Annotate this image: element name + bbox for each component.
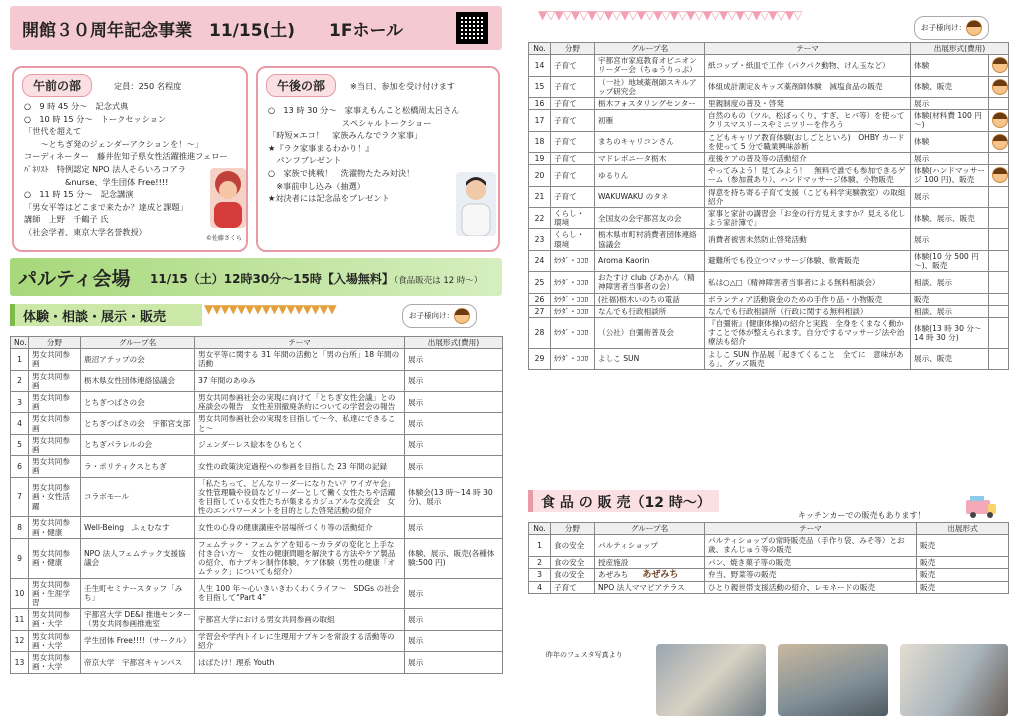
table-row — [529, 131, 1009, 152]
pm-box — [256, 66, 500, 252]
table-row — [529, 582, 1009, 594]
row-theme: 女性の心身の健康講座や居場所づくり等の活動紹介 — [195, 517, 405, 538]
program-line: （社会学者、東京大学名誉教授） — [24, 227, 147, 237]
kitchen-car-icon — [964, 494, 998, 520]
row-group — [595, 568, 705, 581]
row-field: 男女共同参画 — [29, 413, 81, 434]
row-format: 展示 — [405, 370, 503, 391]
row-field: 子育て — [551, 55, 595, 76]
section-title: 体験・相談・展示・販売 — [10, 304, 202, 326]
row-field: 子育て — [551, 186, 595, 207]
header-title: 開館３０周年記念事業 11/15(土) 1Fホール — [22, 21, 404, 41]
row-group: 鹿沼アテップの会 — [81, 349, 195, 370]
row-field: くらし・環境 — [551, 229, 595, 250]
table-row — [11, 630, 503, 651]
row-theme: 私は○△□（精神障害者当事者による無料相談会） — [705, 272, 911, 293]
row-group: ラ・ポリティクスとちぎ — [81, 456, 195, 477]
banner-subnote: （食品販売は 12 時～） — [393, 276, 483, 286]
table-row — [529, 272, 1009, 293]
table-row — [11, 578, 503, 609]
row-no: 19 — [529, 153, 551, 165]
row-theme: 人生 100 年～心いきいきわくわくライフ～ SDGs の社会を目指して“Part 4” — [195, 578, 405, 609]
col-theme: テーマ — [195, 337, 405, 349]
table-row — [11, 434, 503, 455]
kid-cell — [989, 131, 1009, 152]
photo-credit: ©佐藤さくら — [206, 235, 243, 242]
table-row — [529, 305, 1009, 317]
row-group: Aroma Kaorin — [595, 250, 705, 271]
row-format: 販売 — [917, 582, 1009, 594]
row-field: 男女共同参画・大学 — [29, 609, 81, 630]
row-theme: 男女平等に関する 31 年間の活動と「男の台所」18 年間の活動 — [195, 349, 405, 370]
row-format: 展示 — [405, 349, 503, 370]
event-photo-1 — [656, 644, 766, 716]
table-header-row — [11, 337, 503, 349]
table-header-row — [529, 43, 1009, 55]
row-field: 男女共同参画・健康 — [29, 517, 81, 538]
table-row — [529, 318, 1009, 349]
row-theme: ジェンダーレス絵本をひもとく — [195, 434, 405, 455]
row-format: 体験 — [911, 55, 989, 76]
table-row — [529, 165, 1009, 186]
row-theme: 避難所でも役立つマッサージ体験、軟膏販売 — [705, 250, 911, 271]
table-row — [11, 456, 503, 477]
row-field: 男女共同参画・大学 — [29, 630, 81, 651]
row-field: 男女共同参画 — [29, 392, 81, 413]
row-no: 2 — [529, 556, 551, 568]
row-theme: 宇都宮大学における男女共同参画の取組 — [195, 609, 405, 630]
row-no: 4 — [11, 413, 29, 434]
event-photo-2 — [778, 644, 888, 716]
bunting-flags-icon: ▼▼▼▼▼▼▼▼▼▼▼▼▼▼▼▼ — [204, 302, 336, 316]
row-field: ｶﾗﾀﾞ・ｺｺﾛ — [551, 293, 595, 305]
row-field: 子育て — [551, 110, 595, 131]
program-line: コーディネーター 藤井佐知子県女性活躍推進フェロー — [24, 151, 228, 162]
row-format: 展示 — [405, 652, 503, 673]
event-photo-3 — [900, 644, 1008, 716]
pm-title: 午後の部 — [266, 74, 336, 97]
table-row — [11, 370, 503, 391]
kid-cell — [989, 318, 1009, 349]
program-line: ★『ラク家事まるわかり！』 — [268, 142, 374, 153]
program-line: 講師 上野 千鶴子 氏 — [24, 214, 109, 225]
row-theme: なんでも行政相談所（行政に関する無料相談） — [705, 305, 911, 317]
kid-face-icon — [992, 79, 1008, 95]
table-row — [529, 76, 1009, 97]
program-line: ﾊﾟﾈﾘｽﾄ 特例認定 NPO 法人そらいろコアラ — [24, 164, 186, 174]
row-no: 10 — [11, 578, 29, 609]
row-field: 男女共同参画 — [29, 349, 81, 370]
row-format: 相談、展示 — [911, 305, 989, 317]
program-line: ～とちぎ発のジェンダーアクションを！～」 — [24, 138, 203, 149]
col-group: グループ名 — [595, 523, 705, 535]
row-theme: 「私たちって、どんなリーダーになりたい？ワイガヤ会」女性管理職や役員などリーダーとして働く女性たちや活躍を目指している女性たちが集まるカジュアルな交流会 女性のエンパワーメントを目的とした啓発活動の紹介 — [195, 477, 405, 517]
left-page — [6, 4, 509, 720]
speaker-photo-pm — [456, 172, 496, 236]
row-format: 販売 — [911, 293, 989, 305]
program-line: 「時短×エコ！ 家族みんなでラク家事」 — [268, 130, 423, 141]
row-theme: フェムテック・フェムケアを知る～カラダの変化と上手な付き合い方～ 女性の健康問題を解決する方法やケア製品の紹介、布ナプキン制作体験、ケア体験（男性の健康「オムテック」についても紹介） — [195, 538, 405, 578]
row-theme: よしこ SUN 作品展「起きてくること 全てに 意味がある」、グッズ販売 — [705, 348, 911, 369]
kids-legend — [402, 304, 477, 328]
photos-caption: 昨年のフェスタ写真より — [546, 651, 623, 659]
kids-legend-label: お子様向け： — [409, 311, 454, 320]
row-no: 4 — [529, 582, 551, 594]
azemichi-logo: あぜみち — [642, 569, 679, 580]
row-group: なんでも行政相談所 — [595, 305, 705, 317]
kid-face-icon — [992, 167, 1008, 183]
row-format: 展示 — [911, 229, 989, 250]
row-format: 展示 — [911, 98, 989, 110]
row-theme: 男女共同参画社会の実現に向けて「とちぎ女性会議」との座談会の報告 女性差別撤廃条約についての学習会の報告 — [195, 392, 405, 413]
table-row — [529, 229, 1009, 250]
food-table — [528, 522, 1009, 594]
row-field: 男女共同参画・女性活躍 — [29, 477, 81, 517]
row-format: 展示、販売 — [911, 348, 989, 369]
program-line: ○ 9 時 45 分～ 記念式典 — [24, 101, 129, 111]
row-no: 3 — [529, 568, 551, 581]
row-field: 男女共同参画 — [29, 434, 81, 455]
kid-cell — [989, 186, 1009, 207]
col-theme: テーマ — [705, 43, 911, 55]
kid-cell — [989, 165, 1009, 186]
bunting-flags-icon: ▼▽▼▽▼▽▼▽▼▽▼▽▼▽▼▽▼▽▼▽▼▽▼▽▼▽▼▽▼▽▼▽ — [538, 8, 802, 22]
row-no: 29 — [529, 348, 551, 369]
table-row — [11, 477, 503, 517]
kid-cell — [989, 305, 1009, 317]
kid-cell — [989, 153, 1009, 165]
row-format: 体験、展示、販売(各種体験:500 円) — [405, 538, 503, 578]
row-theme: 体組成計測定＆キッズ薬剤師体験 減塩食品の販売 — [705, 76, 911, 97]
parti-banner — [10, 258, 502, 296]
pm-note: ※当日、参加を受け付けます — [350, 81, 456, 91]
table-row — [529, 55, 1009, 76]
kid-cell — [989, 98, 1009, 110]
program-line: パンフプレゼント — [268, 155, 342, 166]
row-theme: こどもキャリア教育体験(おしごとといろ) OHBY カードを使って 5 分で職業興味診断 — [705, 131, 911, 152]
row-group: とちぎパラレルの会 — [81, 434, 195, 455]
row-theme: やってみよう！見てみよう！ 無料で誰でも参加できるゲーム（参加賞あり）、ハンドマッサージ体験、小物販売 — [705, 165, 911, 186]
row-format: 販売 — [917, 556, 1009, 568]
kid-cell — [989, 229, 1009, 250]
kid-face-icon — [992, 57, 1008, 73]
row-field: 食の安全 — [551, 556, 595, 568]
row-field: 食の安全 — [551, 535, 595, 556]
row-format: 販売 — [917, 535, 1009, 556]
row-field: ｶﾗﾀﾞ・ｺｺﾛ — [551, 250, 595, 271]
row-no: 1 — [529, 535, 551, 556]
table-row — [11, 609, 503, 630]
row-format: 体験(10 分 500 円～)、販売 — [911, 250, 989, 271]
kid-cell — [989, 293, 1009, 305]
kid-cell — [989, 76, 1009, 97]
col-theme: テーマ — [705, 523, 917, 535]
row-no: 12 — [11, 630, 29, 651]
am-capacity: 定員：250 名程度 — [114, 81, 182, 91]
table-row — [529, 293, 1009, 305]
row-group: NPO 法人フェムテック支援協議会 — [81, 538, 195, 578]
program-line: 「世代を超えて — [24, 126, 82, 137]
row-group: （一社）地域薬剤師スキルアップ研究会 — [595, 76, 705, 97]
table-row — [529, 250, 1009, 271]
row-group: 帝京大学 宇都宮キャンパス — [81, 652, 195, 673]
row-field: 食の安全 — [551, 568, 595, 581]
row-group: 宇都宮市家庭教育オピニオンリーダー会（ちゅうりっぷ） — [595, 55, 705, 76]
row-theme: 紙コップ・紙皿で工作（パクパク動物、けん玉など） — [705, 55, 911, 76]
table-row — [11, 538, 503, 578]
row-theme: ボランティア活動資金のための手作り品・小物販売 — [705, 293, 911, 305]
row-group: 全国友の会宇都宮友の会 — [595, 208, 705, 229]
row-format: 展示 — [405, 456, 503, 477]
kid-face-icon — [992, 112, 1008, 128]
kid-cell — [989, 348, 1009, 369]
kids-legend-right — [914, 16, 989, 40]
right-page — [516, 4, 1019, 720]
table-row — [529, 98, 1009, 110]
row-group: 栃木県市町村消費者団体連絡協議会 — [595, 229, 705, 250]
row-theme: はばたけ！理系 Youth — [195, 652, 405, 673]
row-theme: 里親制度の普及・啓発 — [705, 98, 911, 110]
banner-subtitle — [150, 270, 482, 287]
row-field: ｶﾗﾀﾞ・ｺｺﾛ — [551, 318, 595, 349]
row-format: 展示 — [405, 413, 503, 434]
program-line: &nurse、学生団体 Free!!!! — [24, 176, 169, 187]
table-row — [529, 186, 1009, 207]
kid-cell — [989, 250, 1009, 271]
col-group: グループ名 — [81, 337, 195, 349]
row-group: 栃木県女性団体連絡協議会 — [81, 370, 195, 391]
row-field: 男女共同参画・健康 — [29, 538, 81, 578]
table-row — [529, 535, 1009, 556]
row-group: 栃木フォスタリングセンター — [595, 98, 705, 110]
kid-face-icon — [966, 20, 982, 36]
program-line: ○ 13 時 30 分～ 家事えもんこと松橋周太呂さん — [268, 105, 460, 115]
row-no: 25 — [529, 272, 551, 293]
col-no: No. — [529, 523, 551, 535]
row-group: 宇都宮大学 DE&I 推進センター（男女共同参画推進室 — [81, 609, 195, 630]
row-group: まちのキャリコンさん — [595, 131, 705, 152]
program-line: ○ 10 時 15 分～ トークセッション — [24, 113, 167, 124]
row-format: 展示 — [911, 186, 989, 207]
table-row — [11, 652, 503, 673]
row-theme: パン、焼き菓子等の販売 — [705, 556, 917, 568]
row-theme: 学習会や学内トイレに生理用ナプキンを常設する活動等の紹介 — [195, 630, 405, 651]
row-format: 体験、販売 — [911, 76, 989, 97]
row-field: ｶﾗﾀﾞ・ｺｺﾛ — [551, 305, 595, 317]
row-format: 展示 — [405, 630, 503, 651]
exhibit-table-left — [10, 336, 503, 674]
row-field: ｶﾗﾀﾞ・ｺｺﾛ — [551, 348, 595, 369]
row-theme: 産後ケアの普及等の活動紹介 — [705, 153, 911, 165]
program-line: ★対決者には記念品をプレゼント — [268, 193, 390, 204]
banner-title: パルティ会場 — [18, 268, 131, 290]
program-line: ※事前申し込み（抽選） — [268, 180, 365, 191]
row-group: マドレボニータ栃木 — [595, 153, 705, 165]
row-theme: ひとり親世帯支援活動の紹介、レモネードの販売 — [705, 582, 917, 594]
am-title: 午前の部 — [22, 74, 92, 97]
row-group: (社福)栃木いのちの電話 — [595, 293, 705, 305]
kid-cell — [989, 55, 1009, 76]
program-line: ○ 家族で挑戦！ 洗濯物たたみ対決！ — [268, 168, 415, 178]
row-no: 7 — [11, 477, 29, 517]
row-no: 5 — [11, 434, 29, 455]
row-format: 体験、展示、販売 — [911, 208, 989, 229]
row-group: 授産施設 — [595, 556, 705, 568]
kid-face-icon — [454, 308, 470, 324]
col-field: 分野 — [551, 523, 595, 535]
row-format: 展示 — [405, 609, 503, 630]
row-field: 子育て — [551, 165, 595, 186]
row-no: 14 — [529, 55, 551, 76]
row-no: 27 — [529, 305, 551, 317]
row-theme: 消費者被害未然防止啓発活動 — [705, 229, 911, 250]
col-format: 出展形式(費用) — [911, 43, 1009, 55]
row-group: 初雁 — [595, 110, 705, 131]
food-title: 食 品 の 販 売（12 時～） — [528, 490, 719, 512]
row-field: 子育て — [551, 582, 595, 594]
row-no: 9 — [11, 538, 29, 578]
row-field: ｶﾗﾀﾞ・ｺｺﾛ — [551, 272, 595, 293]
row-theme: 『自彊術』(健康体操)の紹介と実践 全身をくまなく動かすことで体が整えられます。自分でするマッサージ法や治療法も紹介 — [705, 318, 911, 349]
col-format: 出展形式 — [917, 523, 1009, 535]
row-format: 体験(13 時 30 分～14 時 30 分) — [911, 318, 989, 349]
program-line: ○ 11 時 15 分～ 記念講演 — [24, 189, 134, 200]
row-group: 壬生町セミナースタッフ「みち」 — [81, 578, 195, 609]
table-row — [529, 153, 1009, 165]
row-no: 11 — [11, 609, 29, 630]
row-group: WAKUWAKU のタネ — [595, 186, 705, 207]
row-no: 8 — [11, 517, 29, 538]
row-no: 26 — [529, 293, 551, 305]
row-no: 18 — [529, 131, 551, 152]
row-no: 22 — [529, 208, 551, 229]
table-row — [529, 556, 1009, 568]
row-group: （公社）自彊術普及会 — [595, 318, 705, 349]
col-no: No. — [529, 43, 551, 55]
kids-legend-label: お子様向け： — [921, 23, 966, 32]
row-format: 展示 — [911, 153, 989, 165]
row-no: 23 — [529, 229, 551, 250]
row-theme: 女性の政策決定過程への参画を目指した 23 年間の記録 — [195, 456, 405, 477]
col-group: グループ名 — [595, 43, 705, 55]
speaker-photo-am — [210, 168, 246, 228]
row-no: 24 — [529, 250, 551, 271]
row-group: コラボモール — [81, 477, 195, 517]
row-group: とちぎつばさの会 — [81, 392, 195, 413]
exhibit-table-right — [528, 42, 1009, 370]
row-no: 16 — [529, 98, 551, 110]
col-no: No. — [11, 337, 29, 349]
table-row — [11, 392, 503, 413]
row-format: 相談、展示 — [911, 272, 989, 293]
table-row — [529, 348, 1009, 369]
row-group: とちぎつばさの会 宇都宮支部 — [81, 413, 195, 434]
row-field: くらし・環境 — [551, 208, 595, 229]
row-theme: 自然のもの（ツル、松ぼっくり、すぎ、ヒバ等）を使ってクリスマスリースやミニツリーを作ろう — [705, 110, 911, 131]
row-format: 体験 — [911, 131, 989, 152]
row-no: 2 — [11, 370, 29, 391]
kid-cell — [989, 272, 1009, 293]
banner-time: 11/15（土）12時30分～15時【入場無料】 — [150, 272, 394, 286]
program-line: スペシャルトークショー — [268, 117, 432, 128]
row-field: 男女共同参画 — [29, 456, 81, 477]
row-field: 男女共同参画 — [29, 370, 81, 391]
row-format: 展示 — [405, 578, 503, 609]
row-no: 1 — [11, 349, 29, 370]
row-group: パルティショップ — [595, 535, 705, 556]
row-no: 3 — [11, 392, 29, 413]
row-no: 15 — [529, 76, 551, 97]
row-group-name: あぜみち — [598, 569, 629, 579]
row-format: 販売 — [917, 568, 1009, 581]
row-field: 子育て — [551, 76, 595, 97]
table-row — [11, 517, 503, 538]
row-theme: 男女共同参画社会の実現を目指して～今、私達にできること～ — [195, 413, 405, 434]
table-row — [11, 349, 503, 370]
row-no: 6 — [11, 456, 29, 477]
row-format: 展示 — [405, 517, 503, 538]
row-theme: 家事と家計の講習会「お金の行方見えますか？見える化しよう家計簿で」 — [705, 208, 911, 229]
row-theme: 弁当、野菜等の販売 — [705, 568, 917, 581]
event-header — [10, 6, 502, 50]
row-group: Well-Being ふぇむなす — [81, 517, 195, 538]
table-row — [529, 568, 1009, 581]
kid-cell — [989, 110, 1009, 131]
table-row — [529, 208, 1009, 229]
table-row — [11, 413, 503, 434]
row-format: 展示 — [405, 434, 503, 455]
row-no: 28 — [529, 318, 551, 349]
row-group: ゆるりん — [595, 165, 705, 186]
row-theme: 37 年間のあゆみ — [195, 370, 405, 391]
row-theme: 得意を持ち寄る子育て支援（こども科学実験教室）の取組紹介 — [705, 186, 911, 207]
kitchen-car-note: キッチンカーでの販売もあります！ — [798, 511, 926, 520]
kid-face-icon — [992, 134, 1008, 150]
col-format: 出展形式(費用) — [405, 337, 503, 349]
row-format: 展示 — [405, 392, 503, 413]
row-field: 子育て — [551, 131, 595, 152]
row-no: 13 — [11, 652, 29, 673]
row-format: 体験(ハンドマッサージ 100 円)、販売 — [911, 165, 989, 186]
program-line: 「男女平等はどこまで来たか？達成と課題」 — [24, 201, 188, 212]
table-row — [529, 110, 1009, 131]
row-group: おたすけ club ぴあかん（精神障害者当事者の会） — [595, 272, 705, 293]
col-field: 分野 — [29, 337, 81, 349]
row-group: NPO 法人ママピアテラス — [595, 582, 705, 594]
row-format: 体験会(13 時～14 時 30 分)、展示 — [405, 477, 503, 517]
row-no: 20 — [529, 165, 551, 186]
row-format: 体験(材料費 100 円～) — [911, 110, 989, 131]
row-no: 21 — [529, 186, 551, 207]
table-header-row — [529, 523, 1009, 535]
kid-cell — [989, 208, 1009, 229]
am-box — [12, 66, 248, 252]
col-field: 分野 — [551, 43, 595, 55]
row-group: よしこ SUN — [595, 348, 705, 369]
row-theme: パルティショップの常時販売品（手作り袋、みそ等）とお歳、まんじゅう等の販売 — [705, 535, 917, 556]
row-field: 男女共同参画・生涯学習 — [29, 578, 81, 609]
row-field: 子育て — [551, 98, 595, 110]
qr-code-icon[interactable] — [456, 12, 488, 44]
row-field: 子育て — [551, 153, 595, 165]
row-no: 17 — [529, 110, 551, 131]
row-group: 学生団体 Free!!!!（サークル） — [81, 630, 195, 651]
row-field: 男女共同参画・大学 — [29, 652, 81, 673]
